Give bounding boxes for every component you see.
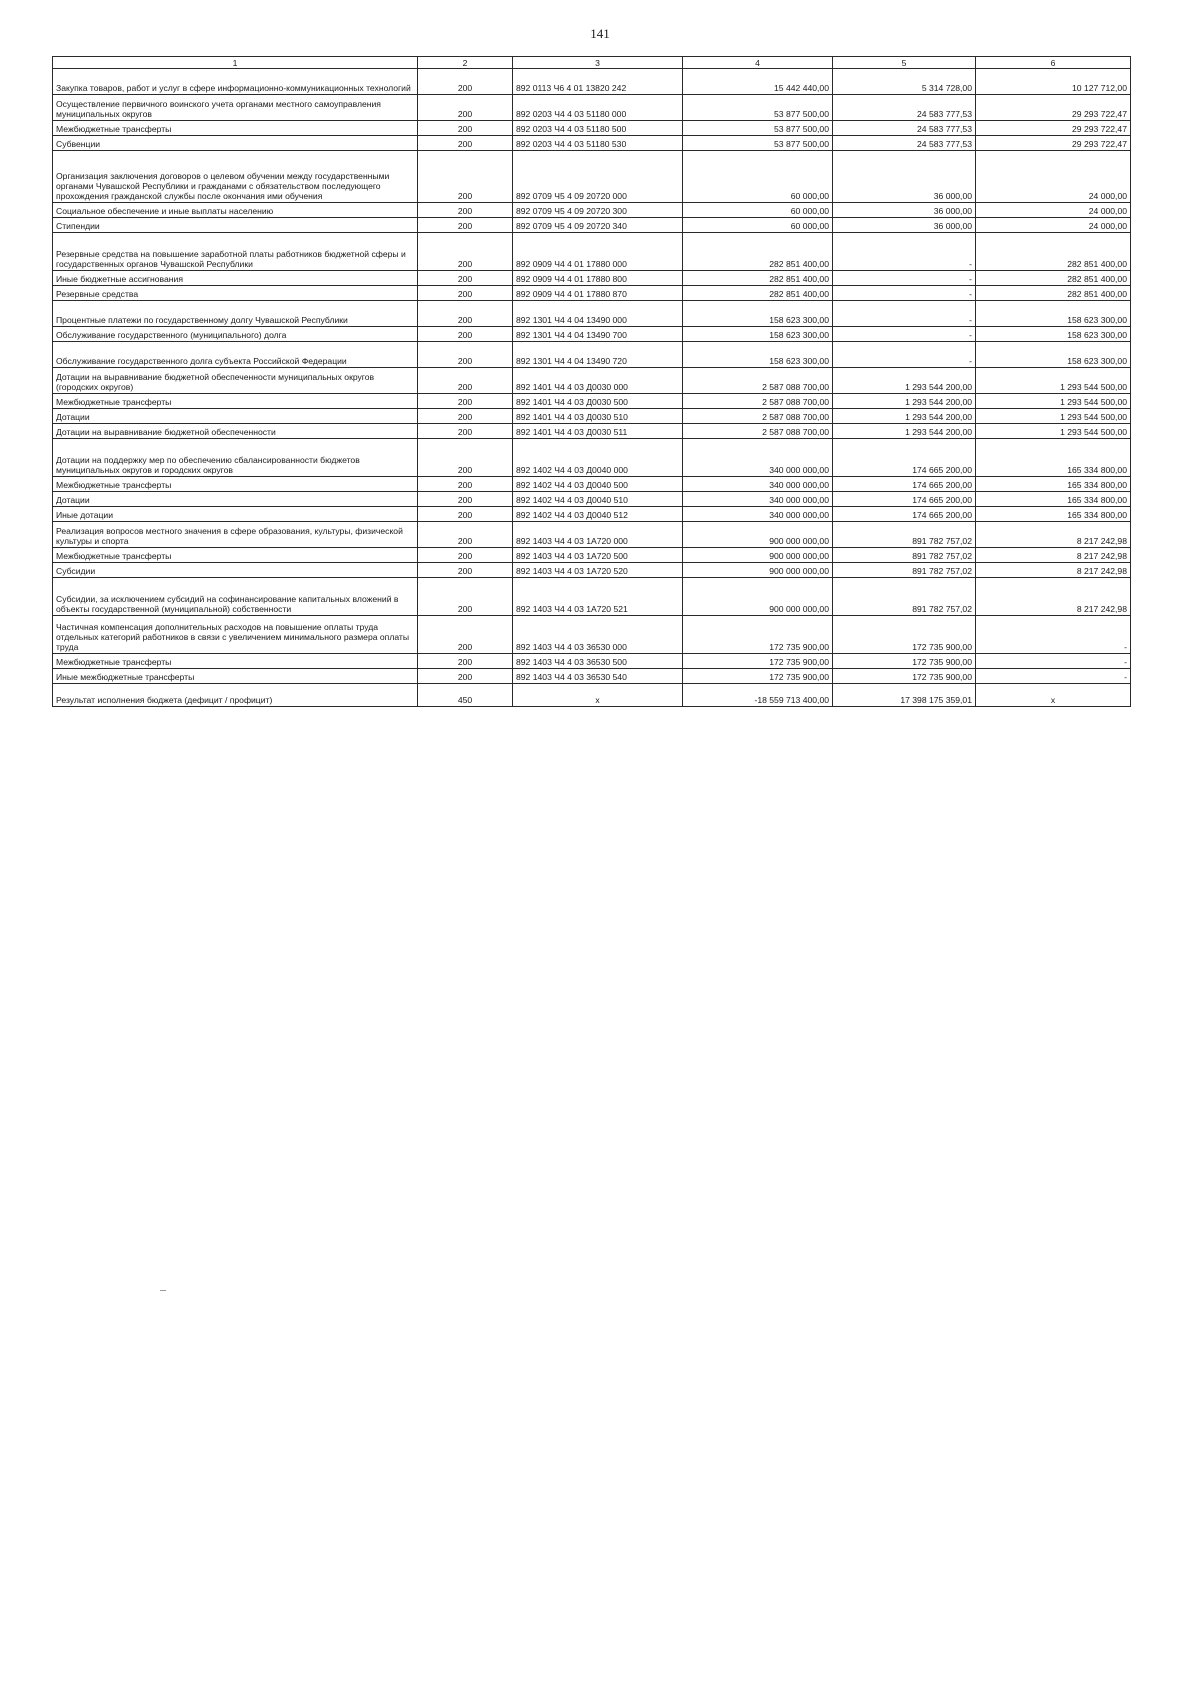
row-unexecuted-amount: 1 293 544 500,00 (976, 394, 1131, 409)
row-line-code: 200 (418, 492, 513, 507)
row-name: Обслуживание государственного (муниципального) долга (53, 327, 418, 342)
row-classification-code: 892 1402 Ч4 4 03 Д0040 510 (513, 492, 683, 507)
row-name: Субсидии (53, 563, 418, 578)
row-classification-code: 892 1403 Ч4 4 03 1А720 520 (513, 563, 683, 578)
row-unexecuted-amount: 165 334 800,00 (976, 492, 1131, 507)
row-classification-code: 892 1402 Ч4 4 03 Д0040 000 (513, 439, 683, 477)
row-unexecuted-amount: 29 293 722,47 (976, 95, 1131, 121)
row-executed-amount: - (833, 342, 976, 368)
row-classification-code: 892 0909 Ч4 4 01 17880 800 (513, 271, 683, 286)
table-row (53, 654, 1131, 669)
row-line-code: 200 (418, 203, 513, 218)
table-row (53, 578, 1131, 616)
row-name: Субвенции (53, 136, 418, 151)
row-classification-code: 892 1403 Ч4 4 03 1А720 521 (513, 578, 683, 616)
row-line-code: 200 (418, 616, 513, 654)
row-unexecuted-amount: 1 293 544 500,00 (976, 368, 1131, 394)
row-plan-amount: 340 000 000,00 (683, 439, 833, 477)
row-name: Процентные платежи по государственному долгу Чувашской Республики (53, 301, 418, 327)
row-name: Иные бюджетные ассигнования (53, 271, 418, 286)
row-executed-amount: 891 782 757,02 (833, 522, 976, 548)
row-unexecuted-amount: 282 851 400,00 (976, 271, 1131, 286)
row-plan-amount: 172 735 900,00 (683, 616, 833, 654)
row-classification-code: 892 1402 Ч4 4 03 Д0040 500 (513, 477, 683, 492)
table-row (53, 563, 1131, 578)
row-name: Дотации на выравнивание бюджетной обеспеченности (53, 424, 418, 439)
row-unexecuted-amount: 29 293 722,47 (976, 136, 1131, 151)
row-classification-code: 892 1401 Ч4 4 03 Д0030 000 (513, 368, 683, 394)
table-row (53, 342, 1131, 368)
row-executed-amount: 172 735 900,00 (833, 654, 976, 669)
table-row (53, 136, 1131, 151)
row-executed-amount: 174 665 200,00 (833, 507, 976, 522)
row-plan-amount: 2 587 088 700,00 (683, 394, 833, 409)
row-line-code: 200 (418, 394, 513, 409)
table-row (53, 271, 1131, 286)
row-line-code: 200 (418, 301, 513, 327)
table-row (53, 218, 1131, 233)
row-plan-amount: 2 587 088 700,00 (683, 424, 833, 439)
row-executed-amount: 174 665 200,00 (833, 477, 976, 492)
row-name: Межбюджетные трансферты (53, 548, 418, 563)
row-line-code: 200 (418, 439, 513, 477)
row-unexecuted-amount: 158 623 300,00 (976, 301, 1131, 327)
row-line-code: 200 (418, 271, 513, 286)
row-line-code: 200 (418, 69, 513, 95)
row-unexecuted-amount: 8 217 242,98 (976, 578, 1131, 616)
row-classification-code: 892 1403 Ч4 4 03 36530 000 (513, 616, 683, 654)
table-row (53, 203, 1131, 218)
row-classification-code: 892 1401 Ч4 4 03 Д0030 510 (513, 409, 683, 424)
table-row (53, 301, 1131, 327)
column-number-6: 6 (976, 57, 1131, 69)
row-line-code: 200 (418, 522, 513, 548)
result-executed: 17 398 175 359,01 (833, 684, 976, 707)
row-line-code: 200 (418, 233, 513, 271)
row-plan-amount: 158 623 300,00 (683, 301, 833, 327)
row-executed-amount: 172 735 900,00 (833, 669, 976, 684)
row-line-code: 200 (418, 654, 513, 669)
row-unexecuted-amount: 1 293 544 500,00 (976, 424, 1131, 439)
row-unexecuted-amount: 10 127 712,00 (976, 69, 1131, 95)
row-executed-amount: 24 583 777,53 (833, 136, 976, 151)
row-unexecuted-amount: 165 334 800,00 (976, 507, 1131, 522)
row-name: Обслуживание государственного долга субъекта Российской Федерации (53, 342, 418, 368)
row-unexecuted-amount: 158 623 300,00 (976, 327, 1131, 342)
table-row (53, 522, 1131, 548)
row-plan-amount: 900 000 000,00 (683, 578, 833, 616)
row-plan-amount: 172 735 900,00 (683, 654, 833, 669)
column-number-5: 5 (833, 57, 976, 69)
row-name: Межбюджетные трансферты (53, 477, 418, 492)
row-classification-code: 892 1301 Ч4 4 04 13490 720 (513, 342, 683, 368)
row-executed-amount: - (833, 286, 976, 301)
result-plan: -18 559 713 400,00 (683, 684, 833, 707)
row-unexecuted-amount: 165 334 800,00 (976, 477, 1131, 492)
row-executed-amount: - (833, 271, 976, 286)
table-row (53, 368, 1131, 394)
row-plan-amount: 158 623 300,00 (683, 342, 833, 368)
row-name: Дотации (53, 492, 418, 507)
row-name: Дотации (53, 409, 418, 424)
row-plan-amount: 15 442 440,00 (683, 69, 833, 95)
row-unexecuted-amount: 24 000,00 (976, 151, 1131, 203)
column-number-1: 1 (53, 57, 418, 69)
table-row (53, 69, 1131, 95)
result-unexecuted: x (976, 684, 1131, 707)
row-name: Межбюджетные трансферты (53, 654, 418, 669)
row-unexecuted-amount: 29 293 722,47 (976, 121, 1131, 136)
row-executed-amount: 1 293 544 200,00 (833, 409, 976, 424)
row-unexecuted-amount: 282 851 400,00 (976, 286, 1131, 301)
table-row (53, 616, 1131, 654)
row-executed-amount: - (833, 327, 976, 342)
row-classification-code: 892 0709 Ч5 4 09 20720 340 (513, 218, 683, 233)
row-executed-amount: 174 665 200,00 (833, 492, 976, 507)
row-executed-amount: 174 665 200,00 (833, 439, 976, 477)
row-executed-amount: 891 782 757,02 (833, 578, 976, 616)
row-executed-amount: 1 293 544 200,00 (833, 368, 976, 394)
column-number-row (53, 57, 1131, 69)
row-line-code: 200 (418, 136, 513, 151)
row-executed-amount: 1 293 544 200,00 (833, 394, 976, 409)
row-line-code: 200 (418, 507, 513, 522)
row-classification-code: 892 0203 Ч4 4 03 51180 500 (513, 121, 683, 136)
row-name: Резервные средства на повышение заработной платы работников бюджетной сферы и государственных органов Чувашской Республики (53, 233, 418, 271)
row-plan-amount: 53 877 500,00 (683, 136, 833, 151)
row-name: Закупка товаров, работ и услуг в сфере информационно-коммуникационных технологий (53, 69, 418, 95)
row-executed-amount: 36 000,00 (833, 151, 976, 203)
row-executed-amount: - (833, 301, 976, 327)
row-classification-code: 892 1403 Ч4 4 03 36530 540 (513, 669, 683, 684)
column-number-3: 3 (513, 57, 683, 69)
row-plan-amount: 900 000 000,00 (683, 563, 833, 578)
row-line-code: 200 (418, 368, 513, 394)
row-executed-amount: 36 000,00 (833, 218, 976, 233)
row-classification-code: 892 0709 Ч5 4 09 20720 300 (513, 203, 683, 218)
row-plan-amount: 60 000,00 (683, 218, 833, 233)
row-plan-amount: 60 000,00 (683, 151, 833, 203)
row-line-code: 200 (418, 409, 513, 424)
row-unexecuted-amount: - (976, 616, 1131, 654)
row-line-code: 200 (418, 95, 513, 121)
table-row (53, 507, 1131, 522)
row-classification-code: 892 1402 Ч4 4 03 Д0040 512 (513, 507, 683, 522)
row-classification-code: 892 1403 Ч4 4 03 1А720 000 (513, 522, 683, 548)
row-executed-amount: 36 000,00 (833, 203, 976, 218)
row-plan-amount: 282 851 400,00 (683, 286, 833, 301)
row-unexecuted-amount: 282 851 400,00 (976, 233, 1131, 271)
row-name: Дотации на выравнивание бюджетной обеспеченности муниципальных округов (городских округов) (53, 368, 418, 394)
row-plan-amount: 340 000 000,00 (683, 477, 833, 492)
row-unexecuted-amount: 165 334 800,00 (976, 439, 1131, 477)
row-line-code: 200 (418, 477, 513, 492)
result-classification: x (513, 684, 683, 707)
row-classification-code: 892 1403 Ч4 4 03 1А720 500 (513, 548, 683, 563)
row-classification-code: 892 0203 Ч4 4 03 51180 000 (513, 95, 683, 121)
row-plan-amount: 900 000 000,00 (683, 522, 833, 548)
row-name: Частичная компенсация дополнительных расходов на повышение оплаты труда отдельных категорий работников в связи с увеличением минимального размера оплаты труда (53, 616, 418, 654)
row-line-code: 200 (418, 286, 513, 301)
row-line-code: 200 (418, 563, 513, 578)
row-classification-code: 892 0203 Ч4 4 03 51180 530 (513, 136, 683, 151)
row-unexecuted-amount: 8 217 242,98 (976, 563, 1131, 578)
column-number-2: 2 (418, 57, 513, 69)
row-unexecuted-amount: 1 293 544 500,00 (976, 409, 1131, 424)
table-row (53, 151, 1131, 203)
table-row (53, 548, 1131, 563)
row-unexecuted-amount: 24 000,00 (976, 218, 1131, 233)
row-name: Реализация вопросов местного значения в сфере образования, культуры, физической культуры и спорта (53, 522, 418, 548)
table-row (53, 233, 1131, 271)
table-row (53, 286, 1131, 301)
row-name: Стипендии (53, 218, 418, 233)
row-name: Иные межбюджетные трансферты (53, 669, 418, 684)
row-name: Социальное обеспечение и иные выплаты населению (53, 203, 418, 218)
row-line-code: 200 (418, 151, 513, 203)
row-line-code: 200 (418, 218, 513, 233)
table-row (53, 477, 1131, 492)
row-classification-code: 892 0709 Ч5 4 09 20720 000 (513, 151, 683, 203)
row-executed-amount: 891 782 757,02 (833, 563, 976, 578)
row-name: Осуществление первичного воинского учета органами местного самоуправления муниципальных округов (53, 95, 418, 121)
row-name: Межбюджетные трансферты (53, 394, 418, 409)
row-unexecuted-amount: - (976, 669, 1131, 684)
row-line-code: 200 (418, 342, 513, 368)
row-unexecuted-amount: 8 217 242,98 (976, 548, 1131, 563)
row-plan-amount: 53 877 500,00 (683, 95, 833, 121)
row-line-code: 200 (418, 327, 513, 342)
table-row (53, 121, 1131, 136)
row-unexecuted-amount: 158 623 300,00 (976, 342, 1131, 368)
row-line-code: 200 (418, 121, 513, 136)
table-row (53, 409, 1131, 424)
row-plan-amount: 2 587 088 700,00 (683, 368, 833, 394)
table-row (53, 669, 1131, 684)
result-name: Результат исполнения бюджета (дефицит / профицит) (53, 684, 418, 707)
table-body (53, 69, 1131, 684)
result-code: 450 (418, 684, 513, 707)
row-plan-amount: 340 000 000,00 (683, 507, 833, 522)
budget-execution-table (52, 56, 1131, 707)
row-plan-amount: 53 877 500,00 (683, 121, 833, 136)
row-plan-amount: 158 623 300,00 (683, 327, 833, 342)
row-name: Субсидии, за исключением субсидий на софинансирование капитальных вложений в объекты государственной (муниципальной) собственности (53, 578, 418, 616)
row-executed-amount: 1 293 544 200,00 (833, 424, 976, 439)
row-unexecuted-amount: 8 217 242,98 (976, 522, 1131, 548)
row-line-code: 200 (418, 548, 513, 563)
row-plan-amount: 2 587 088 700,00 (683, 409, 833, 424)
row-classification-code: 892 0909 Ч4 4 01 17880 870 (513, 286, 683, 301)
column-number-4: 4 (683, 57, 833, 69)
table-row (53, 95, 1131, 121)
row-classification-code: 892 1401 Ч4 4 03 Д0030 511 (513, 424, 683, 439)
row-unexecuted-amount: - (976, 654, 1131, 669)
row-executed-amount: 24 583 777,53 (833, 121, 976, 136)
row-line-code: 200 (418, 669, 513, 684)
row-plan-amount: 282 851 400,00 (683, 233, 833, 271)
row-plan-amount: 172 735 900,00 (683, 669, 833, 684)
table-row (53, 439, 1131, 477)
row-unexecuted-amount: 24 000,00 (976, 203, 1131, 218)
row-executed-amount: 24 583 777,53 (833, 95, 976, 121)
table-row (53, 424, 1131, 439)
row-classification-code: 892 1403 Ч4 4 03 36530 500 (513, 654, 683, 669)
row-classification-code: 892 1301 Ч4 4 04 13490 000 (513, 301, 683, 327)
row-executed-amount: 891 782 757,02 (833, 548, 976, 563)
row-plan-amount: 340 000 000,00 (683, 492, 833, 507)
row-plan-amount: 60 000,00 (683, 203, 833, 218)
scan-speck (160, 1290, 166, 1291)
row-plan-amount: 900 000 000,00 (683, 548, 833, 563)
table-row (53, 492, 1131, 507)
row-line-code: 200 (418, 424, 513, 439)
row-name: Дотации на поддержку мер по обеспечению сбалансированности бюджетов муниципальных округов и городских округов (53, 439, 418, 477)
row-executed-amount: 5 314 728,00 (833, 69, 976, 95)
row-name: Иные дотации (53, 507, 418, 522)
row-classification-code: 892 1301 Ч4 4 04 13490 700 (513, 327, 683, 342)
row-plan-amount: 282 851 400,00 (683, 271, 833, 286)
row-classification-code: 892 1401 Ч4 4 03 Д0030 500 (513, 394, 683, 409)
row-name: Межбюджетные трансферты (53, 121, 418, 136)
row-name: Резервные средства (53, 286, 418, 301)
row-line-code: 200 (418, 578, 513, 616)
row-classification-code: 892 0113 Ч6 4 01 13820 242 (513, 69, 683, 95)
row-classification-code: 892 0909 Ч4 4 01 17880 000 (513, 233, 683, 271)
result-row (53, 684, 1131, 707)
row-executed-amount: 172 735 900,00 (833, 616, 976, 654)
row-name: Организация заключения договоров о целевом обучении между государственными органами Чувашской Республики и гражданами с обязательством последующего прохождения гражданской службы после окончания ими обучения (53, 151, 418, 203)
table-row (53, 394, 1131, 409)
page-number: 141 (590, 26, 610, 41)
table-row (53, 327, 1131, 342)
row-executed-amount: - (833, 233, 976, 271)
